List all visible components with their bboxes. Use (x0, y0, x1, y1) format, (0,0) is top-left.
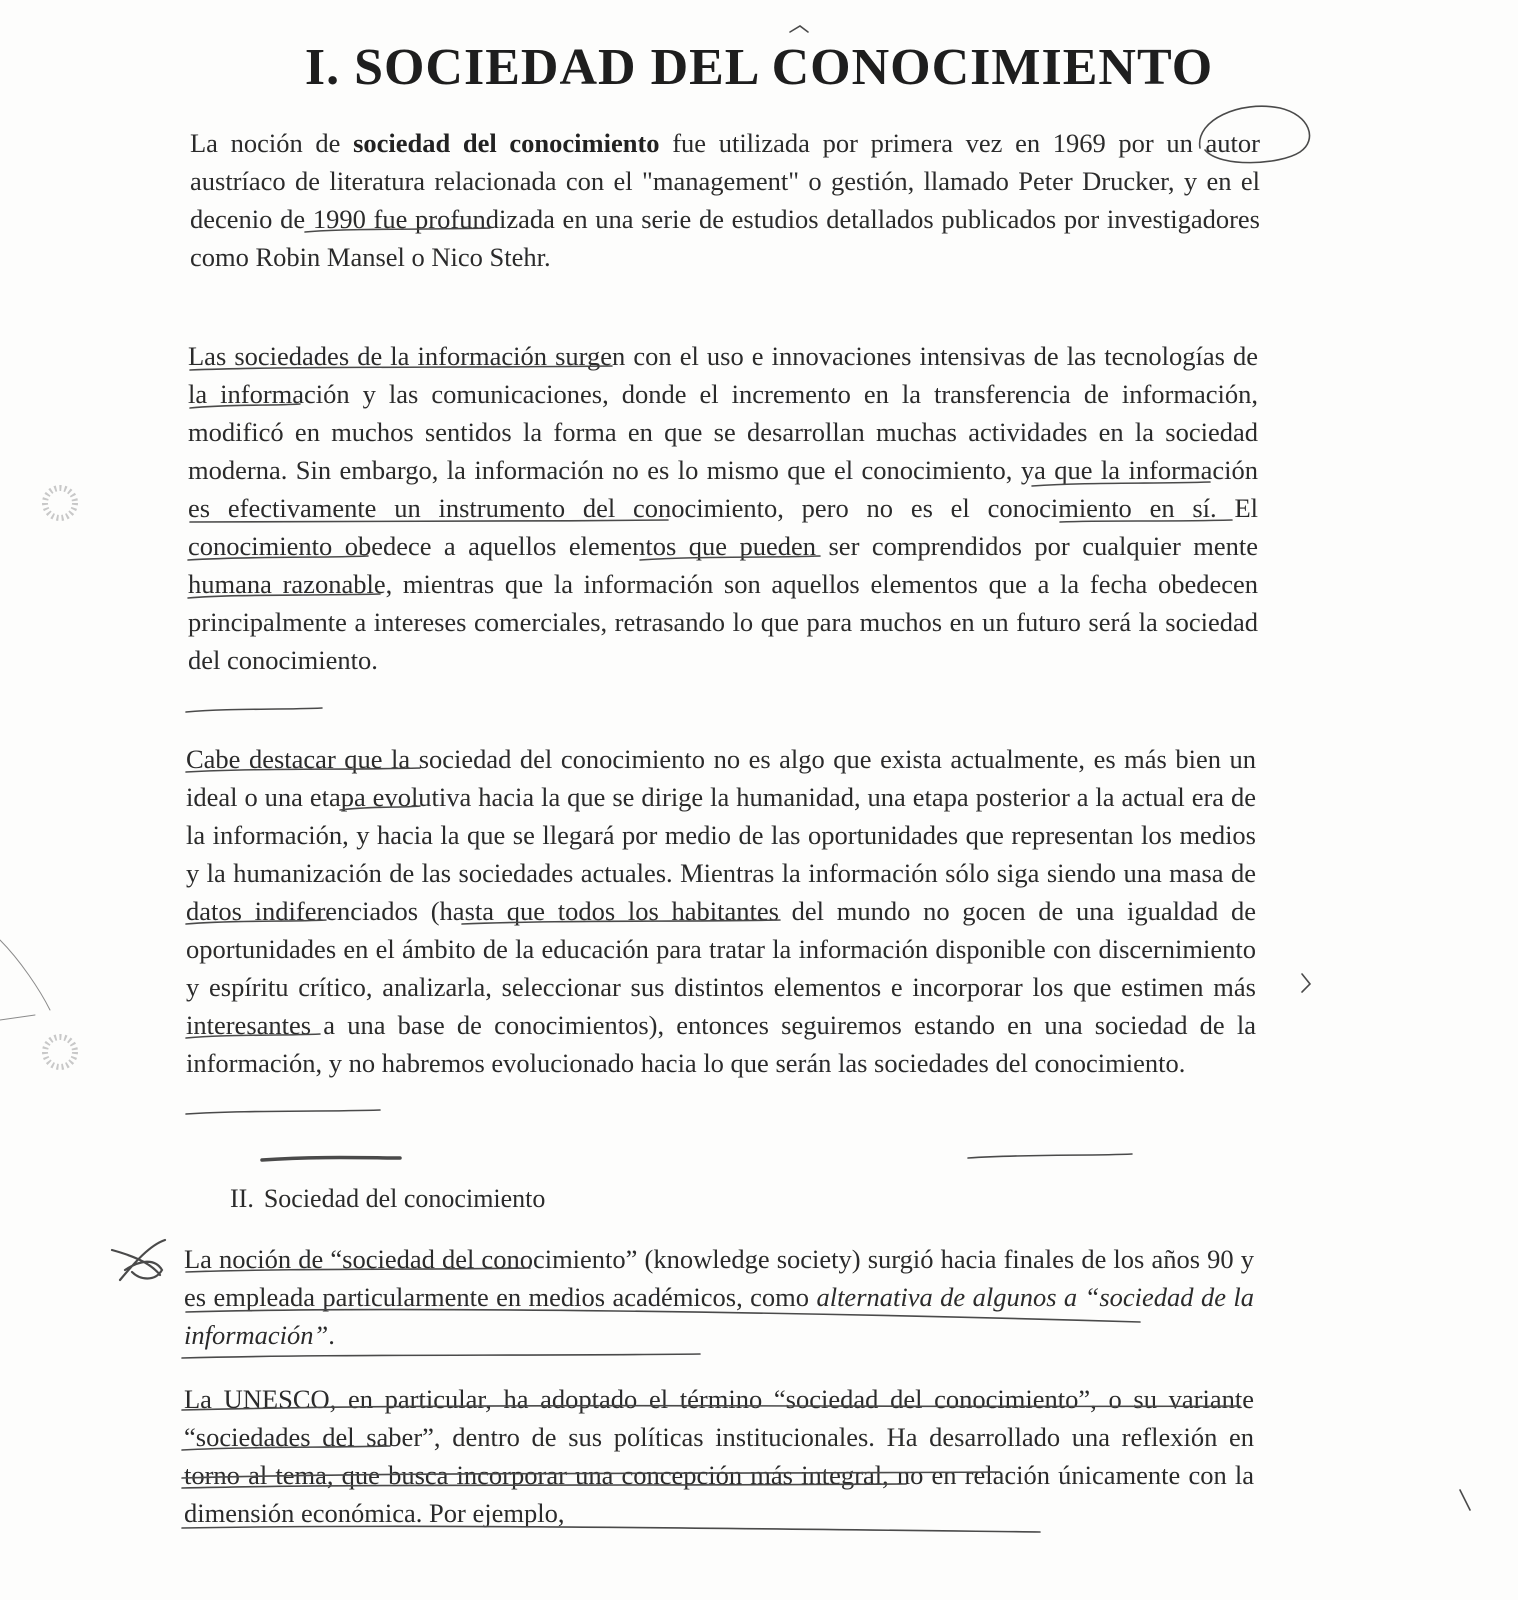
underline-alternativa (182, 1354, 700, 1358)
paragraph-4 (184, 1240, 1254, 1354)
page-title: I. SOCIEDAD DEL CONOCIMIENTO (304, 39, 1214, 96)
p1-post: por un autor austríaco de literatura relacionada con el "management" o gestión, llamado Peter Drucker, y en el decenio de 1990 fue profundizada en una serie de estudios detallados publicados por investigadores como Robin Mansel o Nico Stehr. (190, 128, 1260, 272)
p1-term: sociedad del conocimiento (353, 128, 660, 158)
punch-holes (45, 488, 75, 1067)
p4-post: . (328, 1320, 335, 1350)
underline-habremos (262, 1158, 400, 1161)
underline-retrasando (186, 708, 322, 712)
p4-pre: La noción de “sociedad del conocimiento” (knowledge society) surgió hacia finales de los años 90 y es empleada particularmente en medios académicos, como (184, 1244, 1254, 1312)
accent-mark (790, 26, 808, 32)
section-label: Sociedad del conocimiento (263, 1184, 546, 1213)
fold-line-left (0, 940, 50, 1010)
section-number: II. (230, 1184, 254, 1213)
paragraph-2: Las sociedades de la información surgen con el uso e innovaciones intensivas de las tecnologías de la información y las comunicaciones, donde el incremento en la transferencia de información, modificó en muchos sentidos la forma en que se desarrollan muchas actividades en la sociedad moderna. Sin embargo, la información no es lo mismo que el conocimiento, ya que la información es efectivamente un instrumento del conocimiento, pero no es el conocimiento en sí. El conocimiento obedece a aquellos elementos que pueden ser comprendidos por cualquier mente humana razonable, mientras que la información son aquellos elementos que a la fecha obedecen principalmente a intereses comerciales, retrasando lo que para muchos en un futuro será la sociedad del conocimiento. (188, 341, 1258, 675)
fold-line-left-2 (0, 1015, 35, 1020)
paragraph-1 (190, 124, 1260, 276)
p1-mid: fue utilizada por primera vez en (659, 128, 1053, 158)
paragraph-3: Cabe destacar que la sociedad del conocimiento no es algo que exista actualmente, es más bien un ideal o una etapa evolutiva hacia la que se dirige la humanidad, una etapa posterior a la actual era de la información, y hacia la que se llegará por medio de las oportunidades que representan los medios y la humanización de las sociedades actuales. Mientras la información sólo siga siendo una masa de datos indiferenciados (hasta que todos los habitantes del mundo no gocen de una igualdad de oportunidades en el ámbito de la educación para tratar la información disponible con discernimiento y espíritu crítico, analizarla, seleccionar sus distintos elementos e incorporar los que estimen más interesantes a una base de conocimientos), entonces seguiremos estando en una sociedad de la información, y no habremos evolucionado hacia lo que serán las sociedades del conocimiento. (186, 744, 1256, 1078)
paragraph-5: La UNESCO, en particular, ha adoptado el término “sociedad del conocimiento”, o su variante “sociedades del saber”, dentro de sus políticas institucionales. Ha desarrollado una reflexión en torno al tema, que busca incorporar una concepción más integral, no en relación únicamente con la dimensión económica. Por ejemplo, (184, 1384, 1254, 1528)
p4-em: alternativa de algunos a “sociedad de la información” (184, 1282, 1254, 1350)
margin-mark-right (1302, 974, 1310, 992)
scribble-mark (112, 1240, 165, 1280)
p1-year: 1969 (1052, 128, 1106, 158)
p1-pre: La noción de (190, 128, 354, 158)
underline-conocimientos (186, 1110, 380, 1114)
punch-hole-bottom (45, 1037, 75, 1067)
punch-hole-top (45, 488, 75, 518)
margin-mark-bottom-right (1460, 1490, 1470, 1510)
underline-del-conocimiento (968, 1154, 1132, 1158)
section-heading (230, 1180, 545, 1218)
